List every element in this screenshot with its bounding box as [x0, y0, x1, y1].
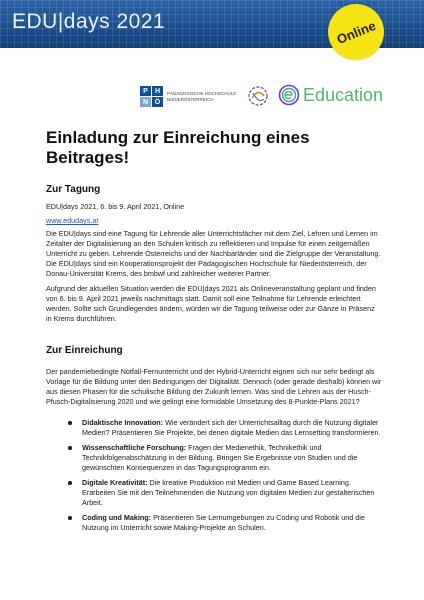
section-heading-tagung: Zur Tagung	[46, 184, 101, 195]
topic-list	[46, 418, 382, 533]
list-item	[46, 418, 382, 438]
list-item-text: Fragen der Medienethik, Technikethik und Technikfolgenabschätzung in der Bildung. Bringen Sie Ergebnisse von Studien und die gewünschten Konsequenzen in das Tagungsprogramm ein.	[82, 443, 358, 472]
list-item-title: Didaktische Innovation:	[82, 418, 164, 427]
phno-logo	[140, 86, 237, 107]
section-heading-einreichung: Zur Einreichung	[46, 345, 123, 356]
swirl-logo-icon	[246, 84, 270, 108]
phno-letter: P	[140, 86, 151, 96]
date-line: EDU|days 2021, 6. bis 9. April 2021, Online	[46, 202, 185, 211]
list-item	[46, 513, 382, 533]
list-item-text: Präsentieren Sie Lernumgebungen zu Coding und Robotik und die Nutzung im Unterricht sowie Making-Projekte an Schulen.	[82, 513, 365, 532]
online-badge	[328, 4, 384, 60]
phno-letter: Ö	[152, 97, 163, 107]
phno-letter: H	[152, 86, 163, 96]
education-logo-text: Education	[303, 84, 384, 105]
partner-logos	[140, 84, 410, 110]
website-link[interactable]: www.edudays.at	[46, 216, 99, 225]
phno-logo-text: PÄDAGOGISCHE HOCHSCHULE NIEDERÖSTERREICH	[167, 90, 237, 102]
main-content	[46, 128, 382, 538]
tagung-paragraph-2: Aufgrund der aktuellen Situation werden die EDU|days 2021 als Onlineveranstaltung geplant und finden von 6. bis 9. April 2021 jeweils nachmittags statt. Damit soll eine Teilnahme für Lehrende erleichtert werden. Sollte sich Grundlegendes ändern, würden wir die Tagung teilweise oder zur Gänze in Präsenz in Krems durchführen.	[46, 284, 376, 323]
list-item-text: Die kreative Produktion mit Medien und Game Based Learning. Erarbeiten Sie mit den Teilnehmenden die Nutzung von digitalen Medien zur gestalterischen Arbeit.	[82, 478, 375, 507]
einreichung-paragraph: Der pandemiebedingte Notfall-Fernunterricht und der Hybrid-Unterricht eignen sich nur sehr bedingt als Vorlage für die Bildung unter den Bedingungen der Digitalität. Dennoch (oder gerade deshalb) können wir aus diesen Phasen für die schulische Bildung der Zukunft lernen. Was sind die Lehren aus der Husch-Pfusch-Digitalisierung 2020 und wie gelingt eine formidable Umsetzung des 8-Punkte-Plans 2021?	[46, 367, 382, 406]
list-item-text: Wie verändert sich der Unterrichtsalltag durch die Nutzung digitaler Medien? Präsentieren Sie Projekte, bei denen digitale Medien das Lernsetting transformieren.	[82, 418, 381, 437]
list-item-title: Digitale Kreativität:	[82, 478, 148, 487]
education-e-icon	[278, 84, 300, 106]
page-title: Einladung zur Einreichung eines Beitrages!	[46, 128, 310, 167]
phno-letter: N	[140, 97, 151, 107]
online-badge-label: Online	[334, 17, 378, 47]
list-item-title: Wissenschaftliche Forschung:	[82, 443, 187, 452]
list-item	[46, 478, 382, 508]
phno-logo-mark	[140, 86, 163, 107]
banner-title: EDU|days 2021	[12, 10, 166, 33]
tagung-paragraph-1: Die EDU|days sind eine Tagung für Lehrende aller Unterrichtsfächer mit dem Ziel, Lehren und Lernen im Zeitalter der Digitalisierung an den Schulen kritisch zu reflektieren und Impulse für einen zeitgemäßen Unterricht zu geben. Lehrende Österreichs und der Nachbarländer sind die Zielgruppe der Veranstaltung. Die EDU|days sind ein Kooperationsprojekt der Pädagogischen Hochschule für Niederösterreich, der Donau-Universität Krems, des bmbwf und zahlreicher weiterer Partner.	[46, 229, 381, 278]
list-item-title: Coding und Making:	[82, 513, 152, 522]
list-item	[46, 443, 382, 473]
education-logo	[278, 84, 383, 106]
